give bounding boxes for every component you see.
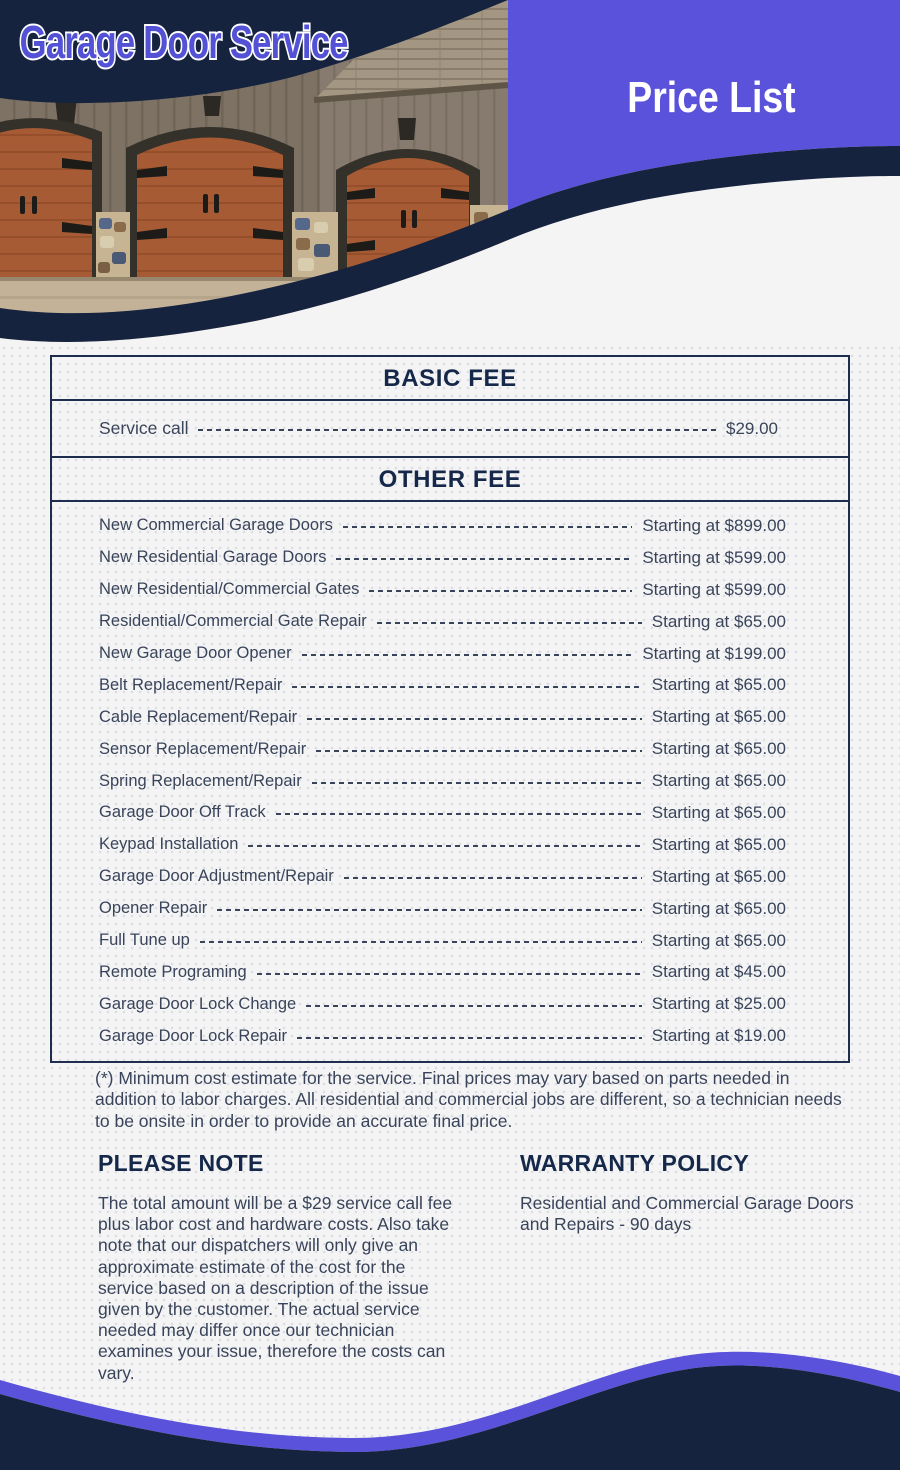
- fee-label: Residential/Commercial Gate Repair: [99, 612, 367, 631]
- fee-row: [52, 1020, 848, 1052]
- dotted-leader: [369, 590, 632, 592]
- fee-price: Starting at $65.00: [651, 739, 786, 759]
- fee-row: [52, 829, 848, 861]
- dotted-leader: [336, 558, 632, 560]
- fee-label: Keypad Installation: [99, 835, 239, 854]
- fee-label: Garage Door Adjustment/Repair: [99, 867, 334, 886]
- fee-row: [52, 956, 848, 988]
- dotted-leader: [312, 782, 642, 784]
- garage-door-left: [0, 118, 102, 284]
- header-graphic: [0, 0, 900, 346]
- fee-row: [52, 638, 848, 670]
- fee-price: Starting at $45.00: [651, 962, 786, 982]
- dotted-leader: [198, 429, 716, 431]
- dotted-leader: [307, 718, 642, 720]
- fee-price: Starting at $65.00: [651, 707, 786, 727]
- dotted-leader: [302, 654, 633, 656]
- fee-price: Starting at $65.00: [651, 675, 786, 695]
- fee-label: Garage Door Lock Change: [99, 994, 297, 1013]
- fee-row: [52, 606, 848, 638]
- basic-fee-heading: BASIC FEE: [52, 357, 848, 401]
- fee-label: New Commercial Garage Doors: [99, 516, 333, 535]
- other-fee-rows: [52, 502, 848, 1061]
- fee-label: Full Tune up: [99, 931, 190, 950]
- dotted-leader: [276, 813, 642, 815]
- please-note-heading: PLEASE NOTE: [98, 1150, 264, 1176]
- fee-row: [52, 733, 848, 765]
- fee-price: Starting at $65.00: [651, 930, 786, 950]
- fee-price: Starting at $65.00: [651, 866, 786, 886]
- fee-price: Starting at $65.00: [651, 611, 786, 631]
- dotted-leader: [200, 941, 642, 943]
- warranty-policy-section: [520, 1150, 865, 1235]
- garage-door-center: [126, 127, 294, 284]
- fee-row: [52, 797, 848, 829]
- fee-row: [52, 669, 848, 701]
- fee-label: Remote Programing: [99, 962, 247, 981]
- dotted-leader: [257, 973, 642, 975]
- fee-row: [52, 542, 848, 574]
- fee-price: Starting at $599.00: [642, 579, 786, 599]
- fee-price: Starting at $65.00: [651, 898, 786, 918]
- fee-row: [52, 861, 848, 893]
- dotted-leader: [217, 909, 642, 911]
- dotted-leader: [306, 1005, 642, 1007]
- warranty-policy-heading: WARRANTY POLICY: [520, 1150, 749, 1176]
- dotted-leader: [344, 877, 642, 879]
- please-note-body: The total amount will be a $29 service call fee plus labor cost and hardware costs. Also take note that our dispatchers will only give an approximate estimate of the cost for the service based on a description of the issue given by the customer. The actual service needed may differ once our technician examines your issue, therefore the costs can vary.: [98, 1193, 453, 1383]
- logo-text: Garage Door Service: [19, 16, 348, 68]
- fee-row: [52, 765, 848, 797]
- dotted-leader: [297, 1037, 642, 1039]
- fee-label: Sensor Replacement/Repair: [99, 739, 307, 758]
- footer-graphic: [0, 1330, 900, 1470]
- dotted-leader: [316, 750, 642, 752]
- fee-row: [52, 893, 848, 925]
- other-fee-heading: OTHER FEE: [52, 458, 848, 502]
- fee-price: Starting at $25.00: [651, 994, 786, 1014]
- footnote: (*) Minimum cost estimate for the service. Final prices may vary based on parts needed in addition to labor charges. All residential and commercial jobs are different, so a technician needs to be onsite in order to provide an accurate final price.: [95, 1068, 842, 1131]
- fee-price: Starting at $599.00: [642, 547, 786, 567]
- fee-row: [52, 574, 848, 606]
- fee-price: Starting at $19.00: [651, 1026, 786, 1046]
- fee-table: [50, 355, 850, 1063]
- warranty-policy-body: Residential and Commercial Garage Doors and Repairs - 90 days: [520, 1193, 854, 1235]
- fee-label: Service call: [99, 418, 189, 438]
- basic-fee-rows: [52, 401, 848, 458]
- fee-row: [52, 510, 848, 542]
- fee-row: [52, 401, 848, 458]
- fee-price: Starting at $199.00: [642, 643, 786, 663]
- fee-price: Starting at $65.00: [651, 771, 786, 791]
- fee-price: $29.00: [726, 418, 778, 438]
- fee-price: Starting at $65.00: [651, 834, 786, 854]
- fee-row: [52, 925, 848, 957]
- dotted-leader: [343, 526, 633, 528]
- fee-row: [52, 988, 848, 1020]
- fee-label: Garage Door Lock Repair: [99, 1026, 288, 1045]
- fee-price: Starting at $899.00: [642, 515, 786, 535]
- dotted-leader: [292, 686, 641, 688]
- fee-label: Spring Replacement/Repair: [99, 771, 302, 790]
- fee-label: New Residential/Commercial Gates: [99, 580, 360, 599]
- fee-price: Starting at $65.00: [651, 802, 786, 822]
- fee-label: New Residential Garage Doors: [99, 548, 327, 567]
- fee-row: [52, 701, 848, 733]
- fee-label: Cable Replacement/Repair: [99, 707, 298, 726]
- page-title: Price List: [627, 72, 796, 122]
- fee-label: New Garage Door Opener: [99, 644, 292, 662]
- dotted-leader: [248, 845, 641, 847]
- dotted-leader: [377, 622, 642, 624]
- fee-label: Opener Repair: [99, 899, 208, 918]
- fee-label: Belt Replacement/Repair: [99, 675, 283, 694]
- fee-label: Garage Door Off Track: [99, 803, 266, 822]
